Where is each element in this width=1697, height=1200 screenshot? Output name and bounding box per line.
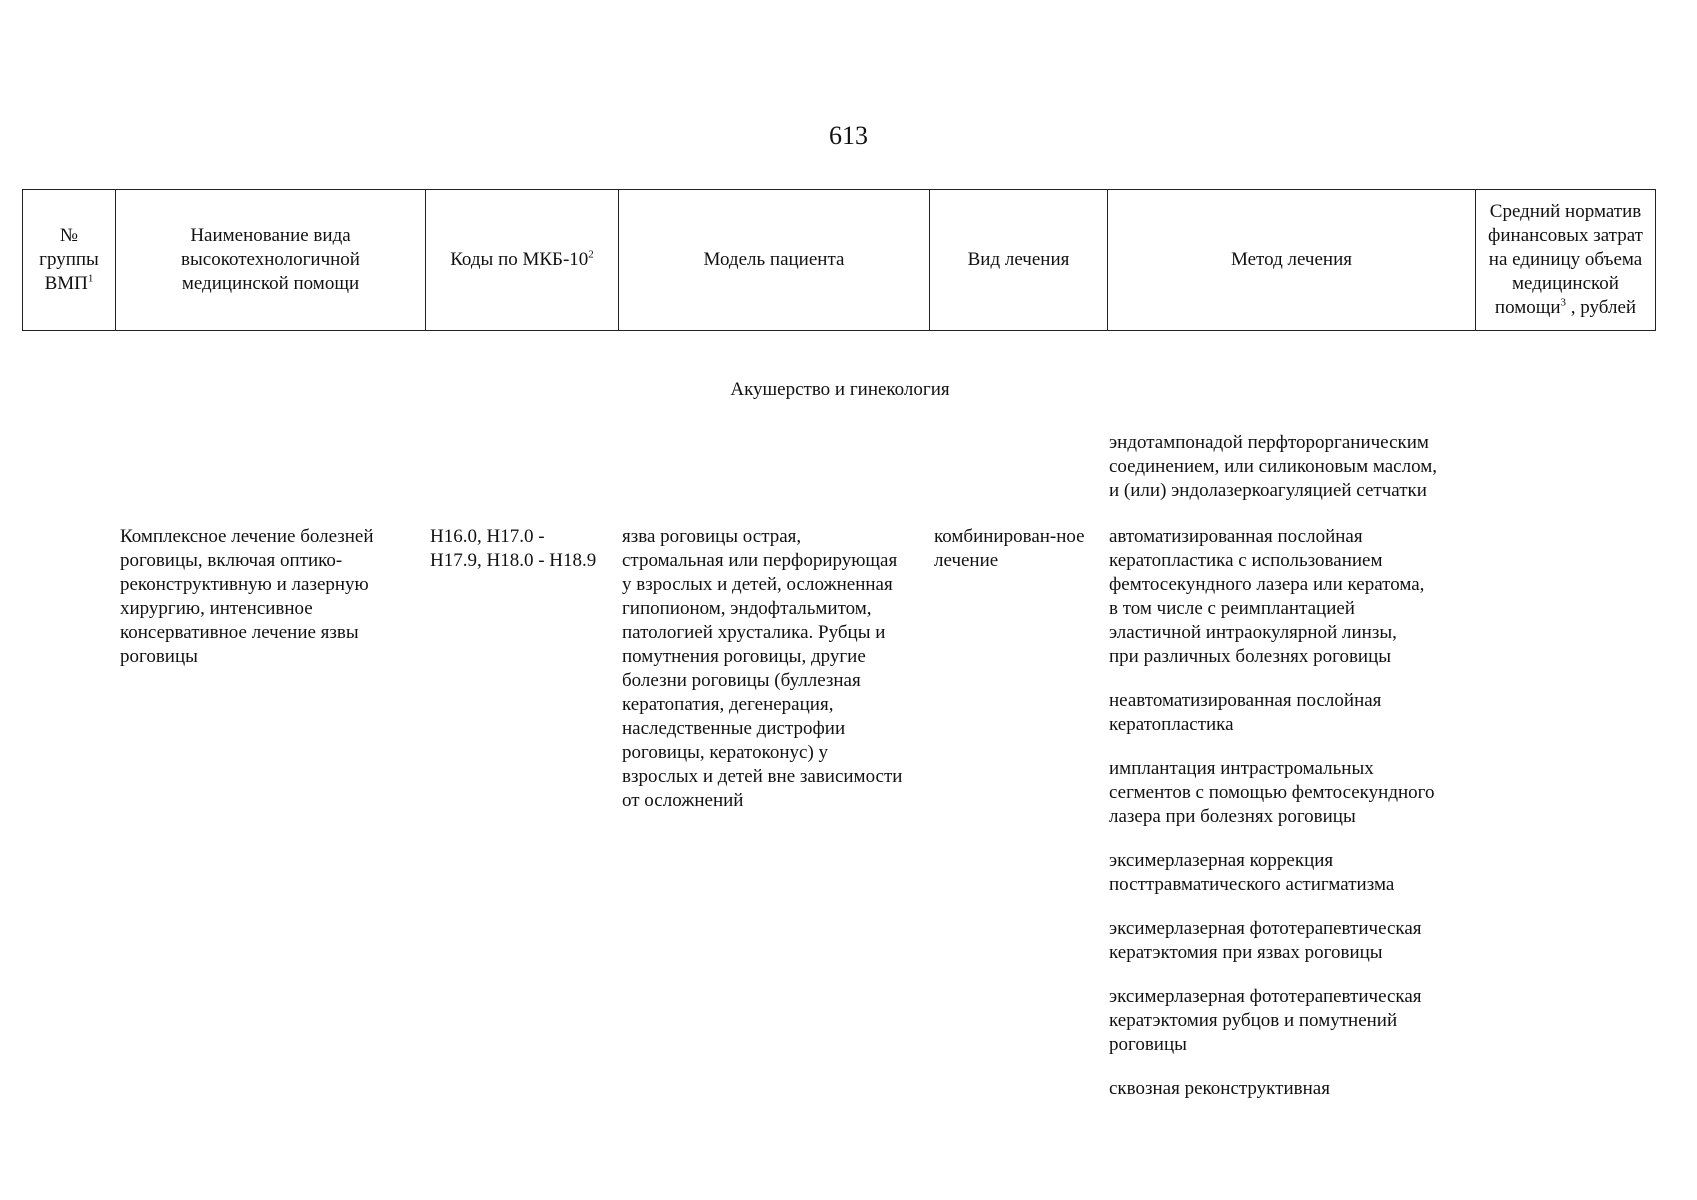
header-treatment-method-text: Метод лечения: [1230, 249, 1352, 270]
header-icd-codes-text: Коды по МКБ-10: [450, 249, 589, 270]
header-cost-norm: [1476, 190, 1656, 331]
section-title: Акушерство и гинекология: [730, 379, 950, 400]
method-item: эксимерлазерная фототерапевтическая кератэктомия рубцов и помутнений роговицы: [1109, 986, 1422, 1055]
header-icd-codes: [426, 190, 619, 331]
row-methods: [1109, 525, 1499, 1121]
footnote-1: 1: [87, 272, 94, 285]
continuation-method: эндотампонадой перфторорганическим соединением, или силиконовым маслом, и (или) эндолазеркоагуляцией сетчатки: [1109, 432, 1437, 501]
table-header: [22, 189, 1656, 331]
method-item: эксимерлазерная коррекция посттравматического астигматизма: [1109, 850, 1395, 895]
footnote-2: 2: [588, 248, 594, 261]
row-icd-codes: H16.0, H17.0 - H17.9, H18.0 - H18.9: [430, 526, 597, 571]
method-item: автоматизированная послойная кератопластика с использованием фемтосекундного лазера или кератома, в том числе с реимплантацией эластичной интраокулярной линзы, при различных болезнях роговицы: [1109, 526, 1425, 667]
header-service-name: [116, 190, 426, 331]
header-treatment-type-text: Вид лечения: [967, 249, 1070, 270]
row-treatment-type: комбинирован-ное лечение: [934, 526, 1085, 571]
header-cost-norm-suffix: , рублей: [1566, 297, 1637, 318]
method-item: имплантация интрастромальных сегментов с помощью фемтосекундного лазера при болезнях роговицы: [1109, 758, 1435, 827]
page-number: 613: [829, 121, 868, 150]
header-patient-model: [619, 190, 930, 331]
method-item: неавтоматизированная послойная кератопластика: [1109, 690, 1382, 735]
header-cost-norm-text: Средний норматив финансовых затрат на единицу объема медицинской помощи: [1488, 201, 1643, 318]
header-service-name-text: Наименование вида высокотехнологичной медицинской помощи: [181, 225, 360, 294]
header-group-no: [23, 190, 116, 331]
footnote-3: 3: [1560, 296, 1567, 309]
row-patient-model: язва роговицы острая, стромальная или перфорирующая у взрослых и детей, осложненная гипопионом, эндофтальмитом, патологией хрусталика. Рубцы и помутнения роговицы, другие болезни роговицы (буллезная кератопатия, дегенерация, наследственные дистрофии роговицы, кератоконус) у взрослых и детей вне зависимости от осложнений: [622, 526, 903, 811]
method-item: эксимерлазерная фототерапевтическая кератэктомия при язвах роговицы: [1109, 918, 1422, 963]
header-treatment-type: [930, 190, 1108, 331]
row-service-name: Комплексное лечение болезней роговицы, включая оптико- реконструктивную и лазерную хирургию, интенсивное консервативное лечение язвы роговицы: [120, 526, 374, 667]
header-group-no-text: № группы ВМП: [39, 225, 99, 294]
method-item: сквозная реконструктивная: [1109, 1078, 1330, 1099]
header-patient-model-text: Модель пациента: [703, 249, 845, 270]
header-treatment-method: [1108, 190, 1476, 331]
